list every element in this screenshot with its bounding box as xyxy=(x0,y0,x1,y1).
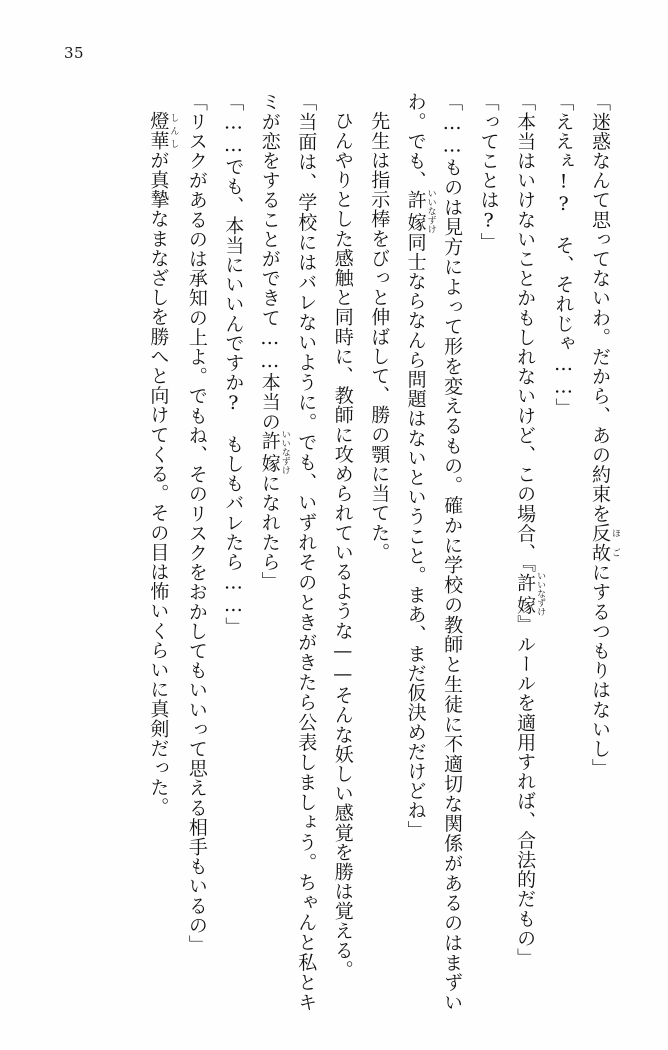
paragraph: ひんやりとした感触と同時に、教師に攻められているような——そんな妖しい感覚を勝は覚える。 xyxy=(331,111,354,980)
ruby-許嫁: 許嫁 いいなずけ xyxy=(404,188,436,234)
paragraph: 「当面は、学校にはバレないように。でも、いずれそのときがきたら公表しましょう。ちゃんと私とキミが恋をすることができて……本当の許嫁 いいなずけになれたら」 xyxy=(258,92,318,1012)
paragraph: 先生は指示棒をびっと伸ばして、勝の顎に当てた。 xyxy=(368,111,391,562)
page-text-body xyxy=(48,92,620,1012)
paragraph: 「ええぇ!? そ、それじゃ……」 xyxy=(552,92,575,418)
paragraph: 「ってことは?」 xyxy=(477,92,500,252)
ruby-reading: いいなずけ xyxy=(535,571,546,617)
ruby-reading: いいなずけ xyxy=(425,188,436,234)
ruby-reading: ほご xyxy=(610,523,620,563)
paragraph: 「迷惑なんて思ってないわ。だから、あの約束を反故 ほごにするつもりはないし」 xyxy=(589,92,620,779)
ruby-許嫁: 許嫁 いいなずけ xyxy=(514,571,546,617)
paragraph: 燈華 しんしが真摯なまなざしを勝へと向けてくる。その目は怖いくらいに真剣だった。 xyxy=(147,111,179,817)
ruby-許嫁: 許嫁 いいなずけ xyxy=(258,429,290,475)
paragraph: 「リスクがあるのは承知の上よ。でもね、そのリスクをおかしてもいいって思える相手もいるの」 xyxy=(185,92,208,955)
ruby-燈華: 燈華 しんし xyxy=(147,111,179,151)
paragraph: 「……でも、本当にいいんですか? もしもバレたら……」 xyxy=(222,92,245,637)
ruby-反故: 反故 ほご xyxy=(589,523,620,563)
ruby-reading: しんし xyxy=(168,111,179,151)
page-number: 35 xyxy=(64,44,85,62)
ruby-reading: いいなずけ xyxy=(279,429,290,475)
paragraph: 「本当はいけないことかもしれないけど、この場合、『許嫁 いいなずけ』ルールを適用すれば、合法的だもの」 xyxy=(514,92,546,968)
paragraph: 「……ものは見方によって形を変えるもの。確かに学校の教師と生徒に不適切な関係があるのはまずいわ。でも、許嫁 いいなずけ同士ならなんら問題はないということ。まあ、まだ仮決めだけどね」 xyxy=(404,92,464,1012)
